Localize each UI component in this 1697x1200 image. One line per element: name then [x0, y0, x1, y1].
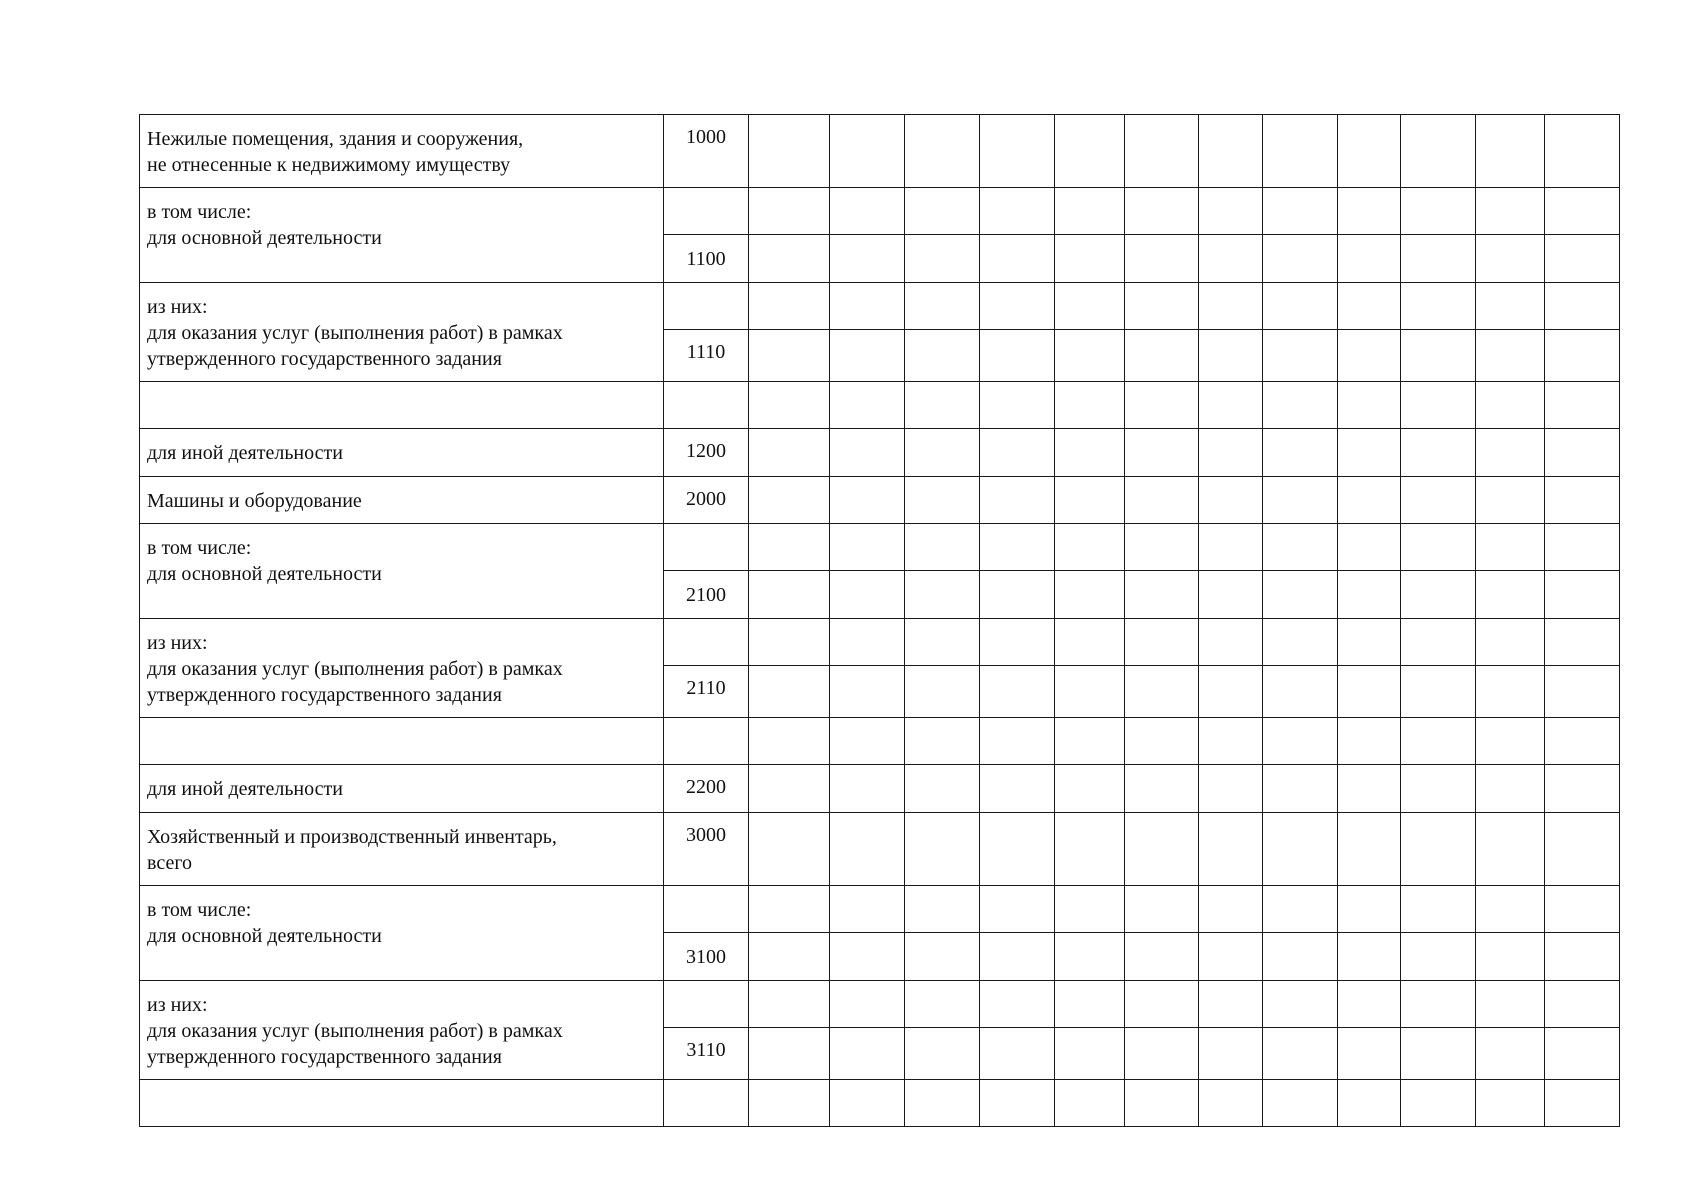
value-cell [1338, 813, 1401, 886]
value-cell [1263, 1028, 1338, 1080]
value-cell [1125, 981, 1199, 1028]
value-cell [1476, 619, 1545, 666]
value-cell [1199, 115, 1263, 188]
value-cell [1199, 524, 1263, 571]
row-label: в том числе: для основной деятельности [140, 524, 664, 619]
value-cell [1199, 1080, 1263, 1127]
value-cell [1338, 1080, 1401, 1127]
value-cell [1199, 619, 1263, 666]
value-cell [1263, 718, 1338, 765]
value-cell [749, 429, 830, 477]
value-cell [1476, 765, 1545, 813]
value-cell [749, 666, 830, 718]
value-cell [749, 188, 830, 235]
value-cell [1545, 619, 1620, 666]
value-cell [664, 718, 749, 765]
value-cell [1263, 330, 1338, 382]
value-cell [1263, 765, 1338, 813]
value-cell [1401, 283, 1476, 330]
row-label: Нежилые помещения, здания и сооружения, не отнесенные к недвижимому имуществу [140, 115, 664, 188]
value-cell [1476, 429, 1545, 477]
value-cell [749, 933, 830, 981]
value-cell [1476, 813, 1545, 886]
row-code: 2110 [664, 666, 749, 718]
value-cell [1055, 666, 1125, 718]
value-cell [905, 933, 980, 981]
value-cell [1476, 283, 1545, 330]
value-cell [1263, 235, 1338, 283]
value-cell [664, 619, 749, 666]
value-cell [749, 235, 830, 283]
value-cell [830, 933, 905, 981]
value-cell [980, 382, 1055, 429]
value-cell [1401, 235, 1476, 283]
value-cell [1055, 571, 1125, 619]
value-cell [905, 981, 980, 1028]
value-cell [1545, 330, 1620, 382]
value-cell [1055, 1028, 1125, 1080]
value-cell [1263, 524, 1338, 571]
value-cell [1055, 477, 1125, 524]
row-code: 3100 [664, 933, 749, 981]
value-cell [1055, 718, 1125, 765]
table-row [140, 188, 1620, 235]
value-cell [1476, 382, 1545, 429]
value-cell [1055, 886, 1125, 933]
value-cell [1401, 382, 1476, 429]
value-cell [980, 886, 1055, 933]
value-cell [1545, 666, 1620, 718]
value-cell [1199, 330, 1263, 382]
value-cell [1055, 235, 1125, 283]
value-cell [1125, 813, 1199, 886]
value-cell [1263, 933, 1338, 981]
value-cell [1055, 1080, 1125, 1127]
value-cell [830, 115, 905, 188]
value-cell [664, 188, 749, 235]
value-cell [1545, 813, 1620, 886]
value-cell [1199, 1028, 1263, 1080]
value-cell [830, 429, 905, 477]
value-cell [1545, 571, 1620, 619]
value-cell [749, 1080, 830, 1127]
value-cell [1401, 571, 1476, 619]
table-row [140, 886, 1620, 933]
value-cell [980, 330, 1055, 382]
value-cell [1545, 981, 1620, 1028]
row-label: в том числе: для основной деятельности [140, 886, 664, 981]
value-cell [1401, 1028, 1476, 1080]
value-cell [1338, 115, 1401, 188]
value-cell [980, 571, 1055, 619]
value-cell [1199, 477, 1263, 524]
value-cell [905, 429, 980, 477]
value-cell [664, 1080, 749, 1127]
value-cell [1125, 115, 1199, 188]
value-cell [664, 981, 749, 1028]
value-cell [1125, 382, 1199, 429]
value-cell [140, 1080, 664, 1127]
value-cell [749, 718, 830, 765]
value-cell [1476, 477, 1545, 524]
row-code: 2200 [664, 765, 749, 813]
value-cell [749, 813, 830, 886]
value-cell [1125, 933, 1199, 981]
value-cell [1055, 188, 1125, 235]
value-cell [1199, 981, 1263, 1028]
value-cell [1125, 283, 1199, 330]
value-cell [905, 1080, 980, 1127]
value-cell [830, 330, 905, 382]
value-cell [1401, 666, 1476, 718]
value-cell [830, 718, 905, 765]
value-cell [1125, 477, 1199, 524]
value-cell [1545, 115, 1620, 188]
value-cell [1263, 813, 1338, 886]
value-cell [1401, 330, 1476, 382]
value-cell [830, 188, 905, 235]
value-cell [1545, 235, 1620, 283]
value-cell [1125, 188, 1199, 235]
value-cell [749, 981, 830, 1028]
value-cell [1125, 718, 1199, 765]
value-cell [1055, 813, 1125, 886]
value-cell [980, 115, 1055, 188]
value-cell [1545, 1028, 1620, 1080]
value-cell [1055, 382, 1125, 429]
value-cell [1263, 1080, 1338, 1127]
row-code: 1100 [664, 235, 749, 283]
value-cell [1055, 115, 1125, 188]
value-cell [1476, 571, 1545, 619]
value-cell [1401, 188, 1476, 235]
value-cell [1476, 330, 1545, 382]
value-cell [980, 765, 1055, 813]
value-cell [1476, 933, 1545, 981]
value-cell [980, 283, 1055, 330]
value-cell [1545, 933, 1620, 981]
value-cell [1263, 619, 1338, 666]
value-cell [1199, 813, 1263, 886]
value-cell [980, 1080, 1055, 1127]
value-cell [830, 571, 905, 619]
value-cell [1545, 477, 1620, 524]
value-cell [1199, 886, 1263, 933]
value-cell [140, 718, 664, 765]
table-row [140, 283, 1620, 330]
value-cell [830, 666, 905, 718]
row-code: 3110 [664, 1028, 749, 1080]
value-cell [1338, 524, 1401, 571]
value-cell [905, 188, 980, 235]
value-cell [1055, 330, 1125, 382]
value-cell [1476, 886, 1545, 933]
value-cell [1476, 188, 1545, 235]
table-row [140, 619, 1620, 666]
row-code: 1110 [664, 330, 749, 382]
value-cell [749, 571, 830, 619]
value-cell [1338, 429, 1401, 477]
value-cell [830, 477, 905, 524]
value-cell [140, 382, 664, 429]
value-cell [905, 283, 980, 330]
value-cell [830, 886, 905, 933]
value-cell [1401, 477, 1476, 524]
value-cell [830, 619, 905, 666]
value-cell [1401, 1080, 1476, 1127]
row-label: для иной деятельности [140, 765, 664, 813]
value-cell [1125, 330, 1199, 382]
value-cell [1476, 235, 1545, 283]
value-cell [1125, 886, 1199, 933]
asset-table [139, 114, 1620, 1127]
row-label: из них: для оказания услуг (выполнения работ) в рамках утвержденного государственного задания [140, 981, 664, 1080]
value-cell [1338, 1028, 1401, 1080]
value-cell [1545, 429, 1620, 477]
value-cell [749, 283, 830, 330]
value-cell [1545, 283, 1620, 330]
value-cell [1338, 718, 1401, 765]
value-cell [1545, 382, 1620, 429]
value-cell [749, 765, 830, 813]
value-cell [1263, 115, 1338, 188]
row-label: из них: для оказания услуг (выполнения работ) в рамках утвержденного государственного задания [140, 619, 664, 718]
value-cell [1476, 524, 1545, 571]
value-cell [1338, 571, 1401, 619]
value-cell [1125, 571, 1199, 619]
value-cell [830, 283, 905, 330]
value-cell [1199, 718, 1263, 765]
value-cell [905, 1028, 980, 1080]
row-code: 2100 [664, 571, 749, 619]
value-cell [664, 283, 749, 330]
value-cell [1401, 429, 1476, 477]
value-cell [1476, 981, 1545, 1028]
value-cell [830, 382, 905, 429]
value-cell [1545, 765, 1620, 813]
value-cell [1263, 571, 1338, 619]
value-cell [1401, 813, 1476, 886]
value-cell [1125, 765, 1199, 813]
value-cell [1263, 283, 1338, 330]
value-cell [1199, 933, 1263, 981]
value-cell [830, 813, 905, 886]
value-cell [1338, 235, 1401, 283]
value-cell [664, 886, 749, 933]
value-cell [905, 235, 980, 283]
row-label: из них: для оказания услуг (выполнения работ) в рамках утвержденного государственного задания [140, 283, 664, 382]
value-cell [1401, 765, 1476, 813]
value-cell [1125, 235, 1199, 283]
table-row [140, 1080, 1620, 1127]
value-cell [1338, 886, 1401, 933]
value-cell [980, 981, 1055, 1028]
value-cell [749, 330, 830, 382]
value-cell [980, 666, 1055, 718]
value-cell [749, 524, 830, 571]
table-row [140, 981, 1620, 1028]
value-cell [980, 524, 1055, 571]
value-cell [830, 524, 905, 571]
value-cell [1125, 619, 1199, 666]
value-cell [1401, 718, 1476, 765]
value-cell [1545, 886, 1620, 933]
value-cell [980, 477, 1055, 524]
value-cell [830, 981, 905, 1028]
value-cell [830, 765, 905, 813]
table-row [140, 524, 1620, 571]
value-cell [980, 429, 1055, 477]
table-row [140, 115, 1620, 188]
value-cell [1476, 666, 1545, 718]
value-cell [1055, 981, 1125, 1028]
value-cell [905, 571, 980, 619]
value-cell [1401, 933, 1476, 981]
value-cell [1338, 981, 1401, 1028]
value-cell [980, 619, 1055, 666]
value-cell [1055, 524, 1125, 571]
value-cell [1199, 666, 1263, 718]
value-cell [1545, 718, 1620, 765]
value-cell [1338, 188, 1401, 235]
row-label: Хозяйственный и производственный инвентарь, всего [140, 813, 664, 886]
value-cell [749, 886, 830, 933]
value-cell [1401, 619, 1476, 666]
row-code: 2000 [664, 477, 749, 524]
value-cell [905, 765, 980, 813]
value-cell [1125, 1028, 1199, 1080]
value-cell [1055, 933, 1125, 981]
value-cell [1401, 115, 1476, 188]
value-cell [1338, 382, 1401, 429]
value-cell [1263, 666, 1338, 718]
value-cell [830, 1028, 905, 1080]
value-cell [905, 718, 980, 765]
value-cell [1401, 886, 1476, 933]
table-row [140, 382, 1620, 429]
value-cell [749, 619, 830, 666]
value-cell [1545, 188, 1620, 235]
value-cell [1055, 619, 1125, 666]
value-cell [905, 886, 980, 933]
value-cell [1125, 666, 1199, 718]
value-cell [1263, 429, 1338, 477]
value-cell [1125, 524, 1199, 571]
value-cell [1263, 981, 1338, 1028]
row-label: Машины и оборудование [140, 477, 664, 524]
value-cell [905, 524, 980, 571]
row-code: 3000 [664, 813, 749, 886]
value-cell [980, 188, 1055, 235]
value-cell [1125, 429, 1199, 477]
value-cell [749, 382, 830, 429]
value-cell [664, 524, 749, 571]
value-cell [1055, 429, 1125, 477]
value-cell [1476, 1028, 1545, 1080]
value-cell [1338, 283, 1401, 330]
value-cell [905, 813, 980, 886]
value-cell [980, 235, 1055, 283]
table-row [140, 477, 1620, 524]
value-cell [1199, 571, 1263, 619]
value-cell [749, 1028, 830, 1080]
table-row [140, 813, 1620, 886]
value-cell [1199, 283, 1263, 330]
value-cell [905, 666, 980, 718]
value-cell [980, 1028, 1055, 1080]
value-cell [1338, 933, 1401, 981]
value-cell [1199, 235, 1263, 283]
value-cell [905, 115, 980, 188]
value-cell [905, 382, 980, 429]
value-cell [1338, 765, 1401, 813]
value-cell [1199, 382, 1263, 429]
table-row [140, 429, 1620, 477]
value-cell [1125, 1080, 1199, 1127]
value-cell [1338, 330, 1401, 382]
value-cell [1476, 1080, 1545, 1127]
value-cell [1545, 1080, 1620, 1127]
value-cell [905, 619, 980, 666]
row-label: в том числе: для основной деятельности [140, 188, 664, 283]
value-cell [1199, 429, 1263, 477]
value-cell [1338, 619, 1401, 666]
value-cell [980, 718, 1055, 765]
value-cell [905, 330, 980, 382]
value-cell [1476, 718, 1545, 765]
value-cell [980, 933, 1055, 981]
row-code: 1000 [664, 115, 749, 188]
value-cell [830, 1080, 905, 1127]
value-cell [1401, 981, 1476, 1028]
value-cell [664, 382, 749, 429]
value-cell [1338, 477, 1401, 524]
value-cell [1263, 477, 1338, 524]
table-row [140, 718, 1620, 765]
table-row [140, 765, 1620, 813]
value-cell [749, 115, 830, 188]
row-code: 1200 [664, 429, 749, 477]
value-cell [1263, 188, 1338, 235]
value-cell [830, 235, 905, 283]
value-cell [1055, 283, 1125, 330]
value-cell [1338, 666, 1401, 718]
value-cell [1055, 765, 1125, 813]
value-cell [1401, 524, 1476, 571]
value-cell [1476, 115, 1545, 188]
value-cell [749, 477, 830, 524]
value-cell [905, 477, 980, 524]
value-cell [1263, 382, 1338, 429]
value-cell [1199, 188, 1263, 235]
value-cell [1545, 524, 1620, 571]
value-cell [1263, 886, 1338, 933]
value-cell [1199, 765, 1263, 813]
value-cell [980, 813, 1055, 886]
row-label: для иной деятельности [140, 429, 664, 477]
